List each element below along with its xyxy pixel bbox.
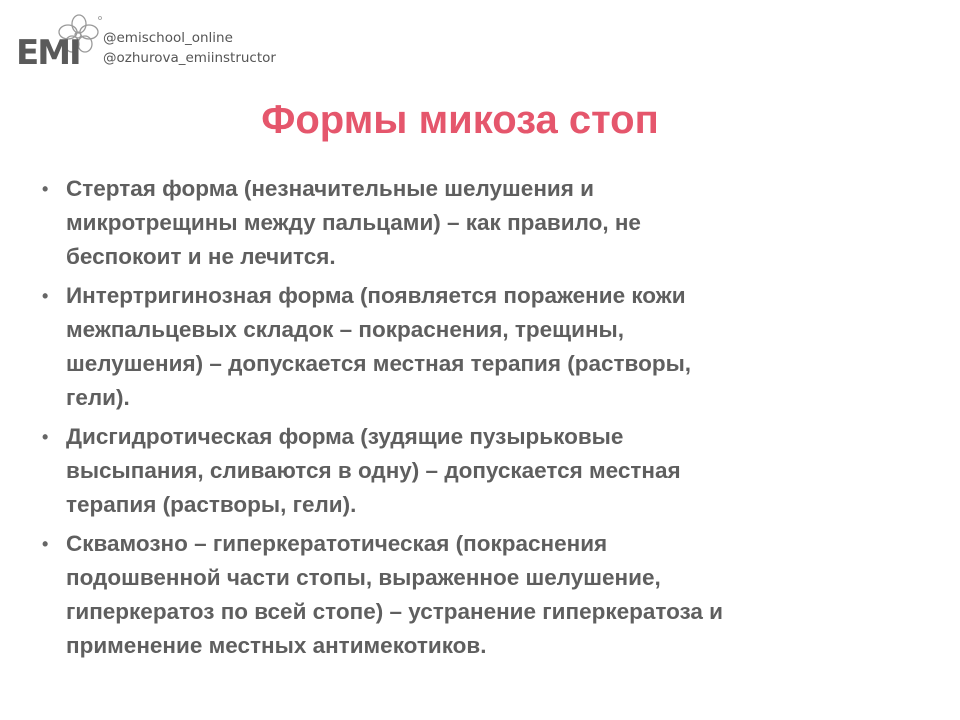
slide-title: Формы микоза стоп <box>261 98 659 142</box>
bullet-text: Дисгидротическая форма (зудящие пузырьковые высыпания, сливаются в одну) – допускается местная терапия (растворы, гели). <box>66 424 681 517</box>
bullet-icon: • <box>42 179 49 199</box>
handle-instructor: @ozhurova_emiinstructor <box>103 50 276 66</box>
bullet-icon: • <box>42 534 49 554</box>
handle-school: @emischool_online <box>103 30 233 46</box>
bullet-icon: • <box>42 427 49 447</box>
bullet-icon: • <box>42 286 49 306</box>
brand-logo <box>16 14 98 73</box>
bullet-list <box>40 172 740 668</box>
logo-text: EMI <box>16 33 80 73</box>
bullet-text: Сквамозно – гиперкератотическая (покраснения подошвенной части стопы, выраженное шелушение, гиперкератоз по всей стопе) – устранение гиперкератоза и применение местных антимекотиков. <box>66 531 724 658</box>
bullet-item <box>40 279 740 415</box>
bullet-item <box>40 420 740 522</box>
bullet-text: Интертригинозная форма (появляется поражение кожи межпальцевых складок – покраснения, трещины, шелушения) – допускается местная терапия (растворы, гели). <box>66 283 692 410</box>
bullet-text: Стертая форма (незначительные шелушения и микротрещины между пальцами) – как правило, не беспокоит и не лечится. <box>66 176 641 269</box>
bullet-item <box>40 172 740 274</box>
social-handles <box>103 28 276 68</box>
bullet-item <box>40 527 740 663</box>
